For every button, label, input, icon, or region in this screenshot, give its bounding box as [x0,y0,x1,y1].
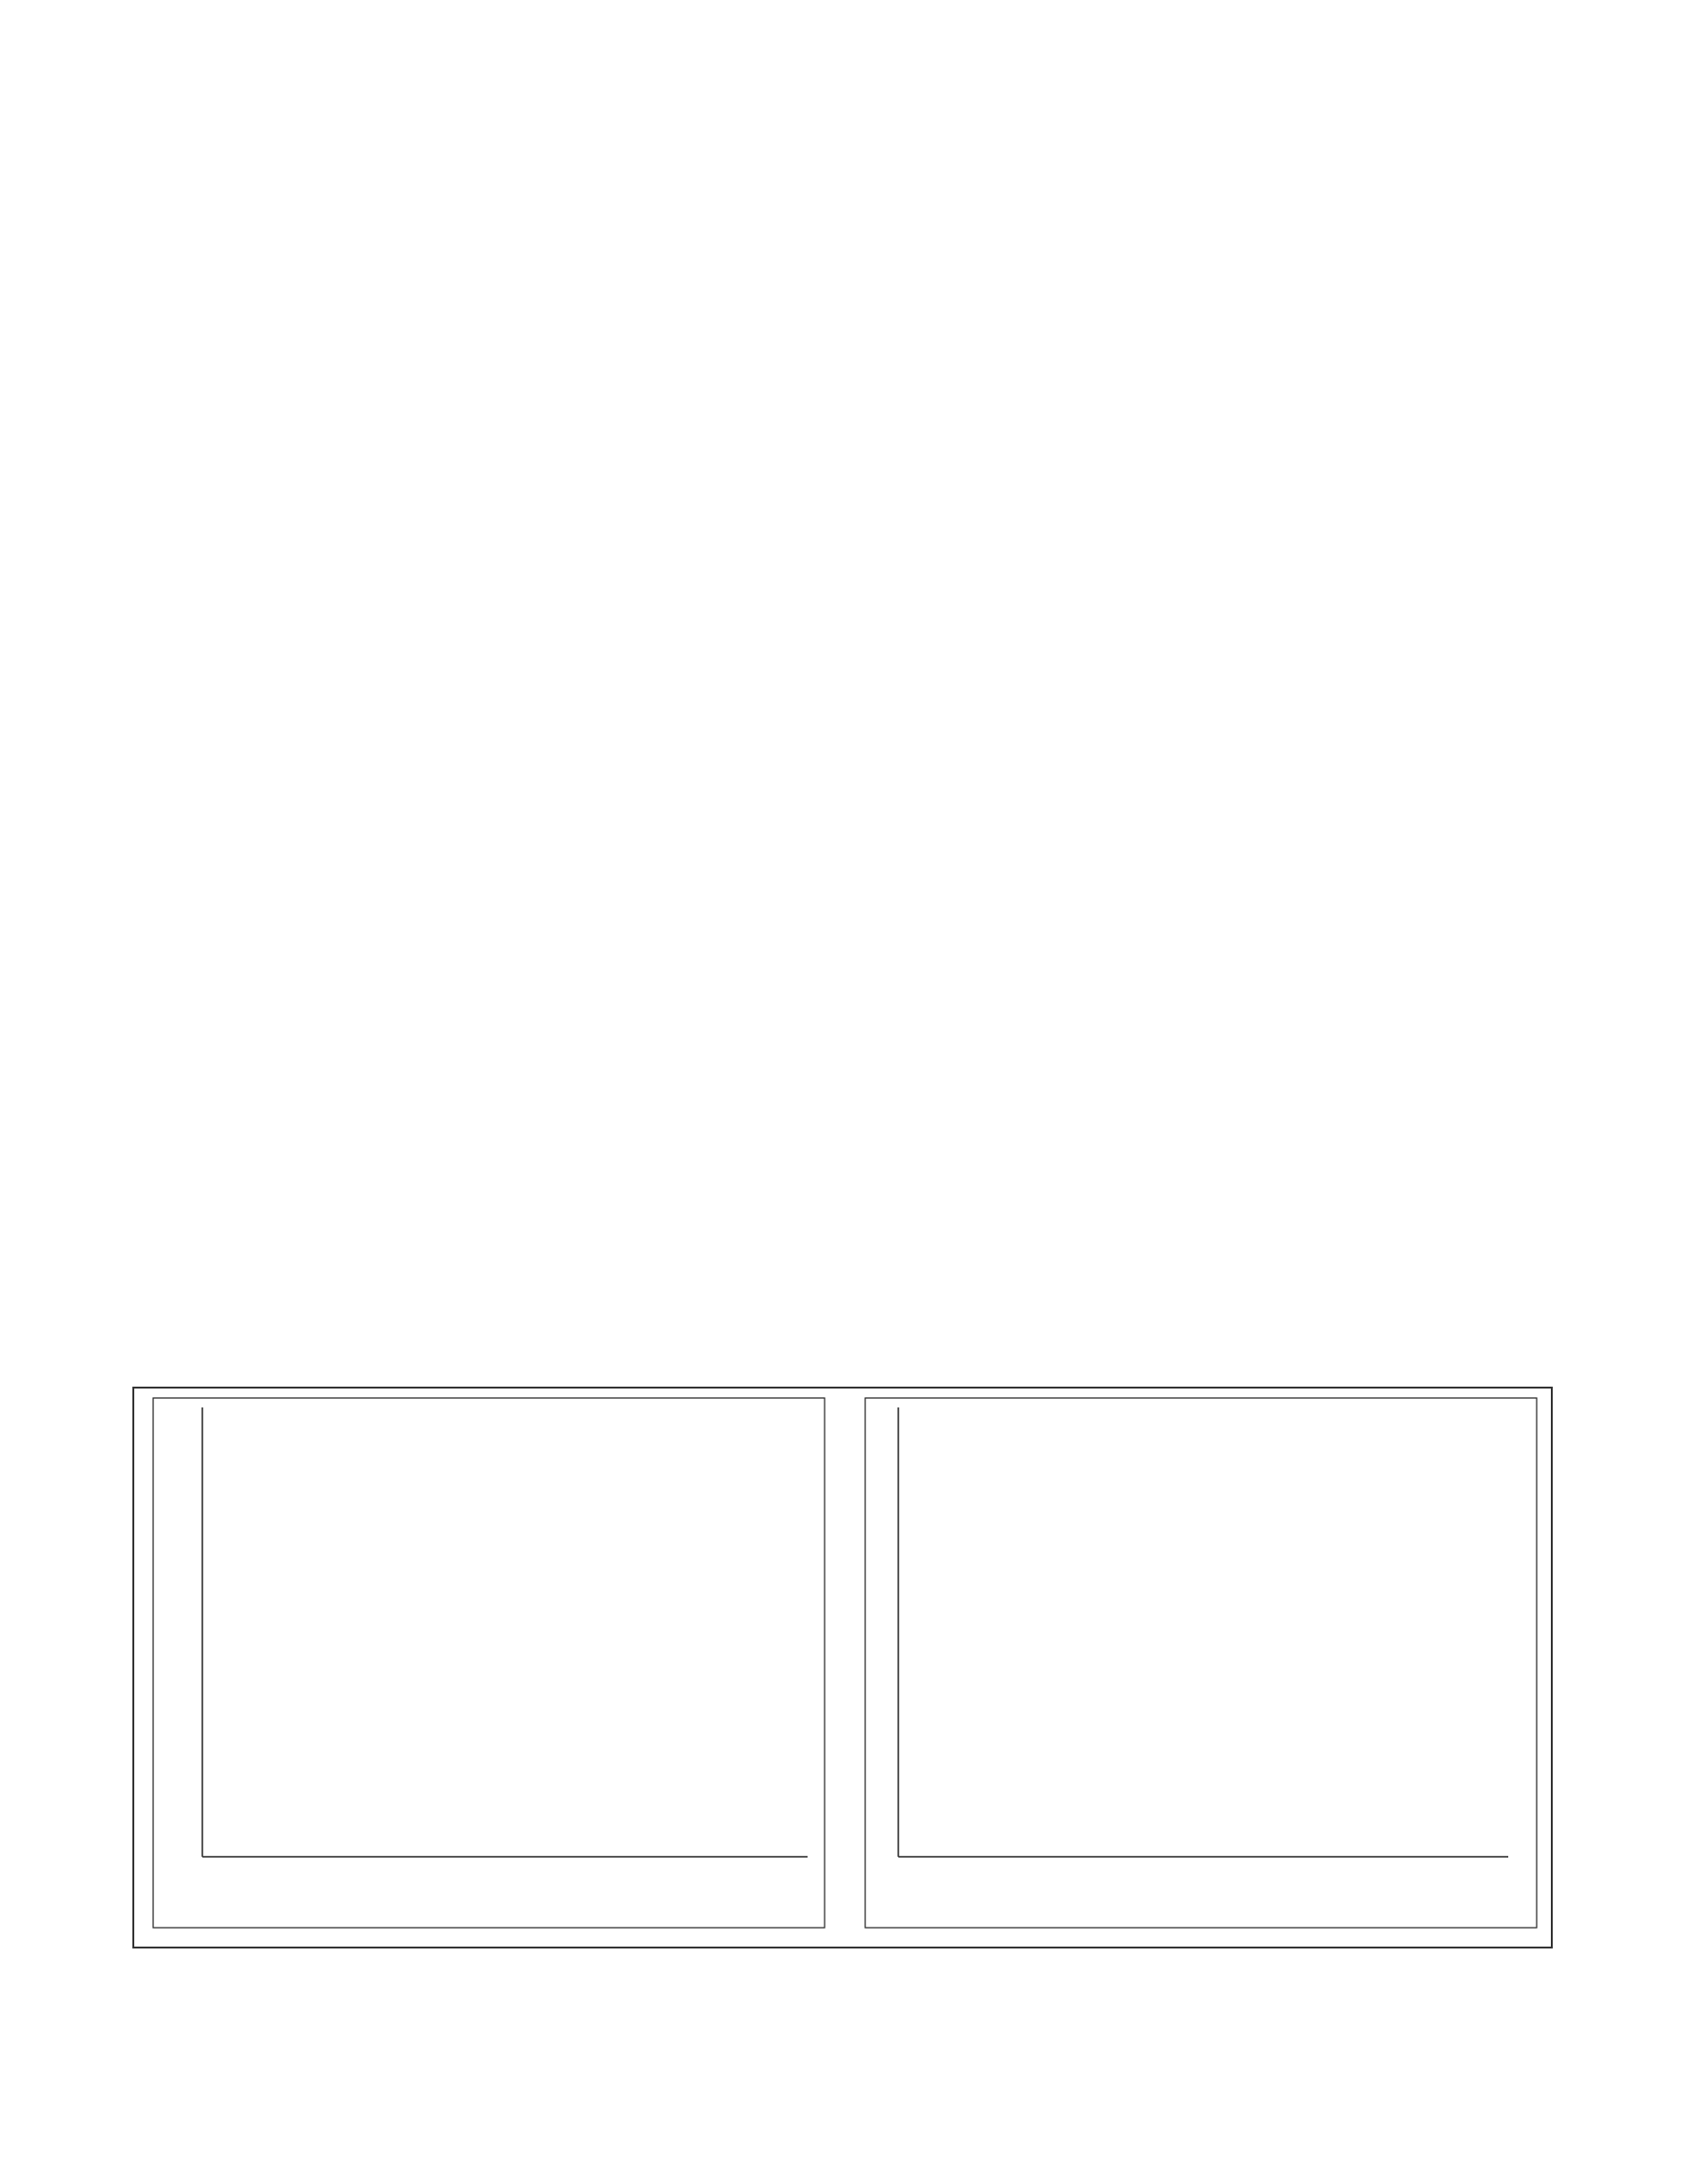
figure-3 [132,1387,1553,1948]
left-column [131,176,814,202]
panel-b-frame [865,1398,1537,1928]
panel-a-frame [153,1398,825,1928]
figure-3-svg [134,1389,1551,1947]
